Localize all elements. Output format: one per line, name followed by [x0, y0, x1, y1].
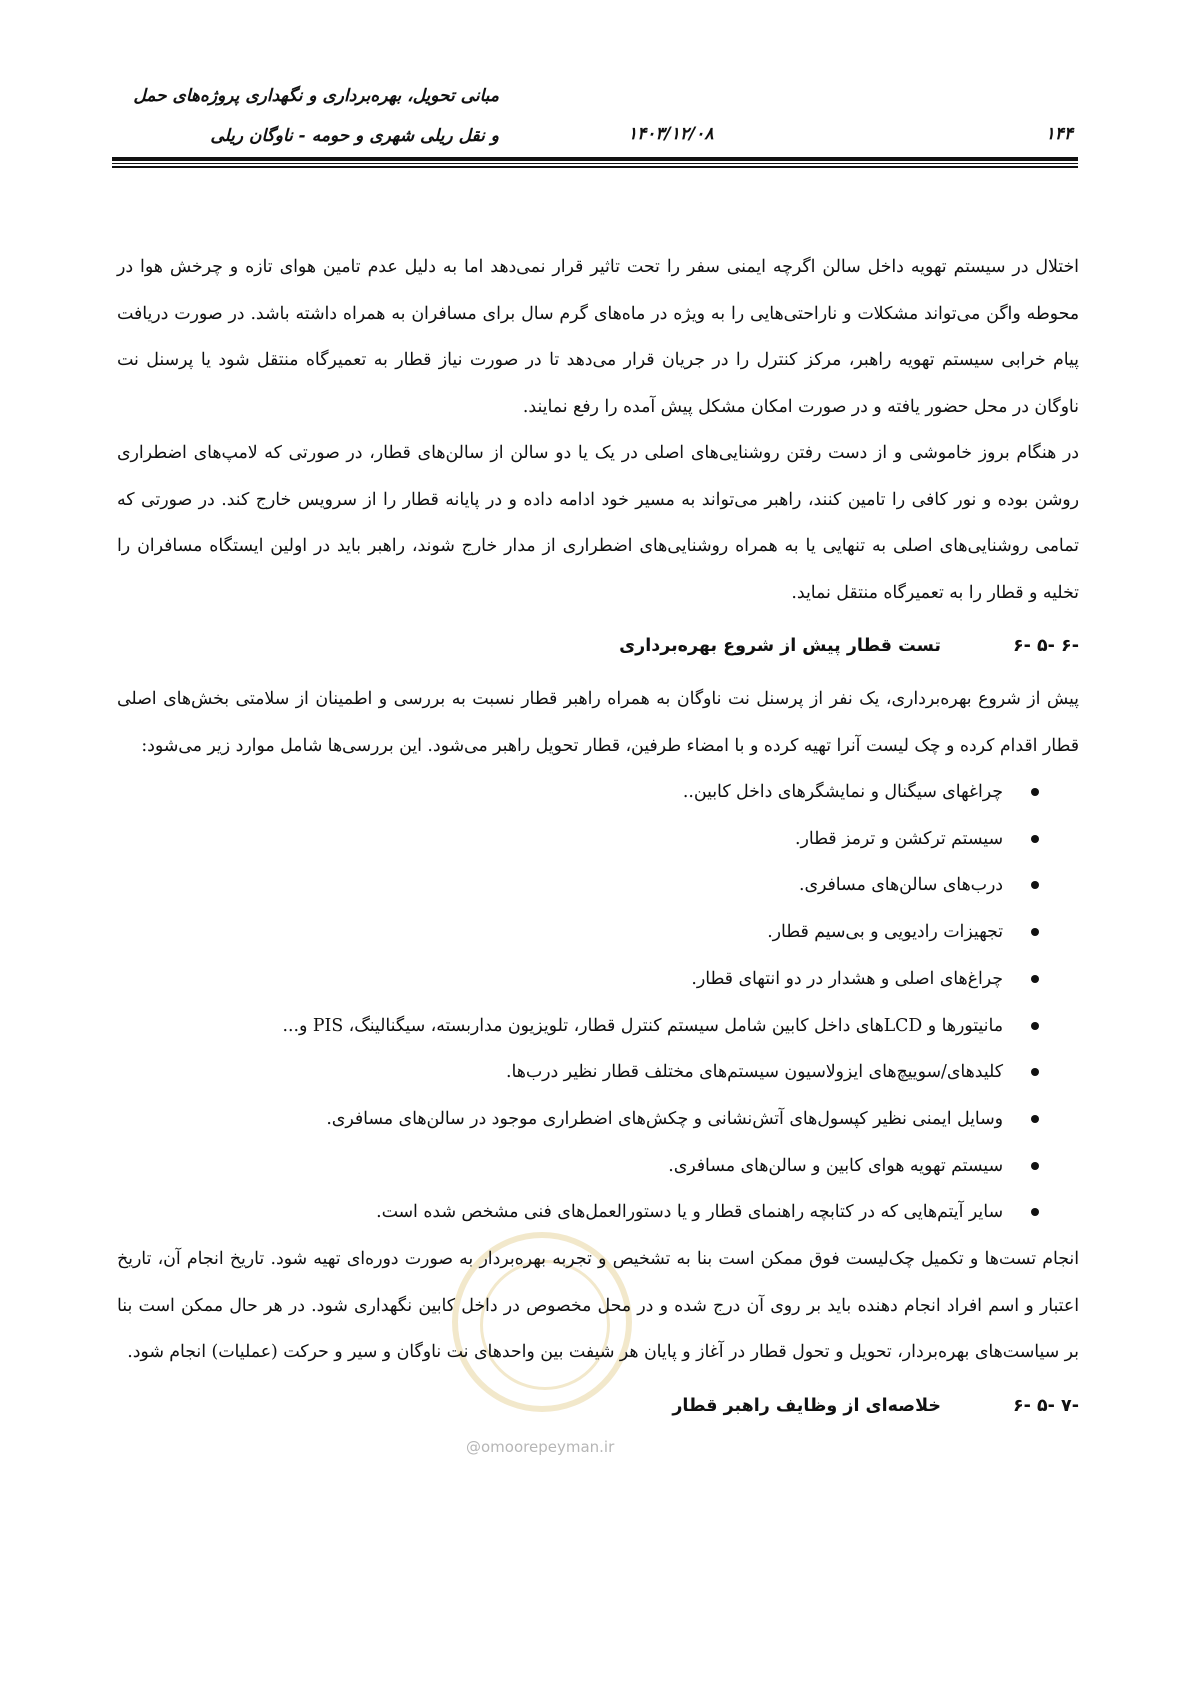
watermark-url: @omoorepeyman.ir [466, 1438, 615, 1456]
list-item: سایر آیتم‌هایی که در کتابچه راهنمای قطار و یا دستورالعمل‌های فنی مشخص شده است. [117, 1189, 1039, 1236]
paragraph: انجام تست‌ها و تکمیل چک‌لیست فوق ممکن است بنا به تشخیص و تجربه بهره‌بردار به صورت دوره‌ای تهیه شود. تاریخ انجام آن، تاریخ اعتبار و اسم افراد انجام دهنده باید بر روی آن درج شده و در محل مخصوص در داخل کابین نگهداری شود. در هر حال ممکن است بنا بر سیاست‌های بهره‌بردار، تحویل و تحول قطار در آغاز و پایان هر شیفت بین واحدهای نت ناوگان و سیر و حرکت (عملیات) انجام شود. [117, 1249, 1079, 1363]
list-item: کلیدهای/سوییچ‌های ایزولاسیون سیستم‌های مختلف قطار نظیر درب‌ها. [117, 1049, 1039, 1096]
page-number: ۱۴۴ [1045, 124, 1073, 144]
checklist [117, 769, 1079, 1236]
bullet-icon [1031, 928, 1039, 936]
bullet-icon [1031, 1068, 1039, 1076]
bullet-icon [1031, 1208, 1039, 1216]
list-item: درب‌های سالن‌های مسافری. [117, 862, 1039, 909]
body-text [117, 244, 1079, 1436]
section-title: تست قطار پیش از شروع بهره‌برداری [619, 636, 941, 656]
header-rule [112, 157, 1078, 161]
header-title-line2: و نقل ریلی شهری و حومه - ناوگان ریلی [210, 126, 499, 146]
list-item: چراغهای سیگنال و نمایشگرهای داخل کابین.. [117, 769, 1039, 816]
list-item: مانیتورها و LCDهای داخل کابین شامل سیستم کنترل قطار، تلویزیون مداربسته، سیگنالینگ، PIS و... [117, 1003, 1039, 1050]
list-item: سیستم ترکشن و ترمز قطار. [117, 816, 1039, 863]
bullet-icon [1031, 1162, 1039, 1170]
header-date: ۱۴۰۳/۱۲/۰۸ [628, 124, 714, 144]
section-number: ۶- ۵- ۷- [1012, 1395, 1079, 1416]
bullet-icon [1031, 975, 1039, 983]
bullet-icon [1031, 788, 1039, 796]
section-heading [117, 1376, 1079, 1436]
at-icon: @ [466, 1438, 481, 1456]
header-rule [112, 163, 1078, 164]
bullet-icon [1031, 1115, 1039, 1123]
section-title: خلاصه‌ای از وظایف راهبر قطار [672, 1395, 941, 1416]
bullet-icon [1031, 881, 1039, 889]
paragraph: اختلال در سیستم تهویه داخل سالن اگرچه ایمنی سفر را تحت تاثیر قرار نمی‌دهد اما به دلیل عدم تامین هوای تازه و چرخش هوا در محوطه واگن می‌تواند مشکلات و ناراحتی‌هایی را به ویژه در ماه‌های گرم سال برای مسافران به همراه داشته باشد. در صورت دریافت پیام خرابی سیستم تهویه راهبر، مرکز کنترل را در جریان قرار می‌دهد تا در صورت نیاز قطار به تعمیرگاه منتقل شود یا پرسنل نت ناوگان در محل حضور یافته و در صورت امکان مشکل پیش آمده را رفع نمایند. [117, 257, 1079, 417]
paragraph: در هنگام بروز خاموشی و از دست رفتن روشنایی‌های اصلی در یک یا دو سالن از سالن‌های قطار، در صورتی که لامپ‌های اضطراری روشن بوده و نور کافی را تامین کنند، راهبر می‌تواند به مسیر خود ادامه داده و در پایانه قطار را از سرویس خارج کند. در صورتی که تمامی روشنایی‌های اصلی به تنهایی یا به همراه روشنایی‌های اضطراری از مدار خارج شوند، راهبر باید در اولین ایستگاه مسافران را تخلیه و قطار را به تعمیرگاه منتقل نماید. [117, 443, 1079, 603]
header-rule [112, 166, 1078, 168]
paragraph: پیش از شروع بهره‌برداری، یک نفر از پرسنل نت ناوگان به همراه راهبر قطار نسبت به بررسی و اطمینان از سلامتی بخش‌های اصلی قطار اقدام کرده و چک لیست آنرا تهیه کرده و با امضاء طرفین، قطار تحویل راهبر می‌شود. این بررسی‌ها شامل موارد زیر می‌شود: [117, 689, 1079, 756]
section-heading [117, 616, 1079, 676]
bullet-icon [1031, 835, 1039, 843]
section-number: ۶- ۵- ۶- [1012, 636, 1079, 656]
list-item: تجهیزات رادیویی و بی‌سیم قطار. [117, 909, 1039, 956]
list-item: سیستم تهویه هوای کابین و سالن‌های مسافری. [117, 1143, 1039, 1190]
list-item: وسایل ایمنی نظیر کپسول‌های آتش‌نشانی و چکش‌های اضطراری موجود در سالن‌های مسافری. [117, 1096, 1039, 1143]
header-title-line1: مبانی تحویل، بهره‌برداری و نگهداری پروژه‌های حمل [133, 86, 499, 106]
bullet-icon [1031, 1022, 1039, 1030]
list-item: چراغ‌های اصلی و هشدار در دو انتهای قطار. [117, 956, 1039, 1003]
